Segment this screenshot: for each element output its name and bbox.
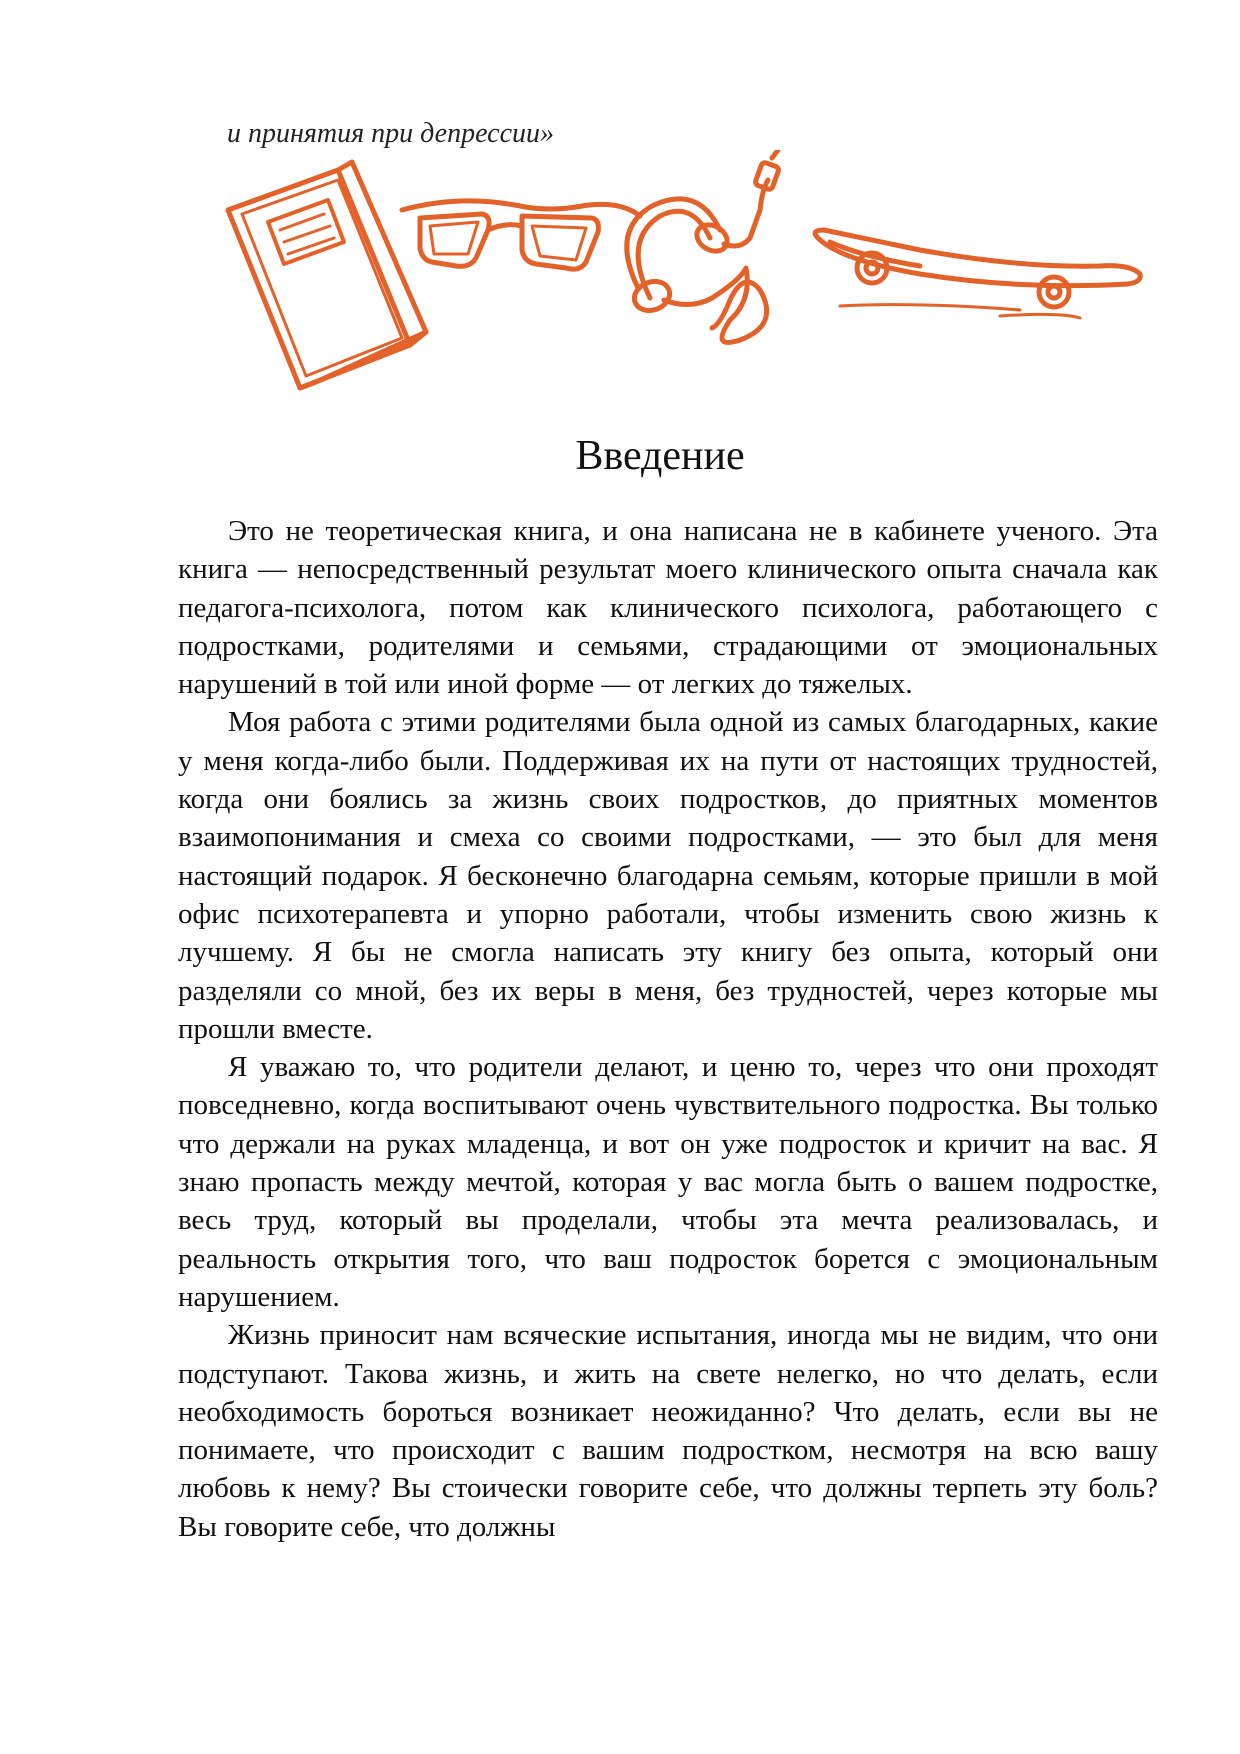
- paragraph: Моя работа с этими родителями была одной из самых благодарных, какие у меня когда-либо были. Поддерживая их на пути от настоящих трудностей, когда они боялись за жизнь своих подростков, до приятных моментов взаимопонимания и смеха со своими подростками, — это был для меня настоящий подарок. Я бесконечно благодарна семьям, которые пришли в мой офис психотерапевта и упорно работали, чтобы изменить свою жизнь к лучшему. Я бы не смогла написать эту книгу без опыта, который они разделяли со мной, без их веры в меня, без трудностей, через которые мы прошли вместе.: [178, 706, 1158, 1045]
- chapter-title: Введение: [575, 433, 745, 479]
- running-header-note: и принятия при депрессии»: [227, 118, 554, 149]
- skateboard-icon: [815, 230, 1140, 318]
- paragraph: Жизнь приносит нам всяческие испытания, иногда мы не видим, что они подступают. Такова жизнь, и жить на свете нелегко, но что делать, если необходимость бороться возникает неожиданно? Что делать, если вы не понимаете, что происходит с вашим подростком, несмотря на всю вашу любовь к нему? Вы стоически говорите себе, что должны терпеть эту боль? Вы говорите себе, что должны: [178, 1319, 1158, 1543]
- paragraph: Это не теоретическая книга, и она написана не в кабинете ученого. Эта книга — непосредственный результат моего клинического опыта сначала как педагога-психолога, потом как клинического психолога, работающего с подростками, родителями и семьями, страдающими от эмоциональных нарушений в той или иной форме — от легких до тяжелых.: [178, 515, 1158, 701]
- body-text: [178, 512, 1158, 1546]
- illustration-strip: [220, 150, 1210, 410]
- headphones-icon: [627, 150, 780, 343]
- glasses-icon: [402, 201, 640, 269]
- book-icon: [228, 162, 426, 388]
- paragraph: Я уважаю то, что родители делают, и ценю то, через что они проходят повседневно, когда воспитывают очень чувствительного подростка. Вы только что держали на руках младенца, и вот он уже подросток и кричит на вас. Я знаю пропасть между мечтой, которая у вас могла быть о вашем подростке, весь труд, который вы проделали, чтобы эта мечта реализовалась, и реальность открытия того, что ваш подросток борется с эмоциональным нарушением.: [178, 1051, 1158, 1313]
